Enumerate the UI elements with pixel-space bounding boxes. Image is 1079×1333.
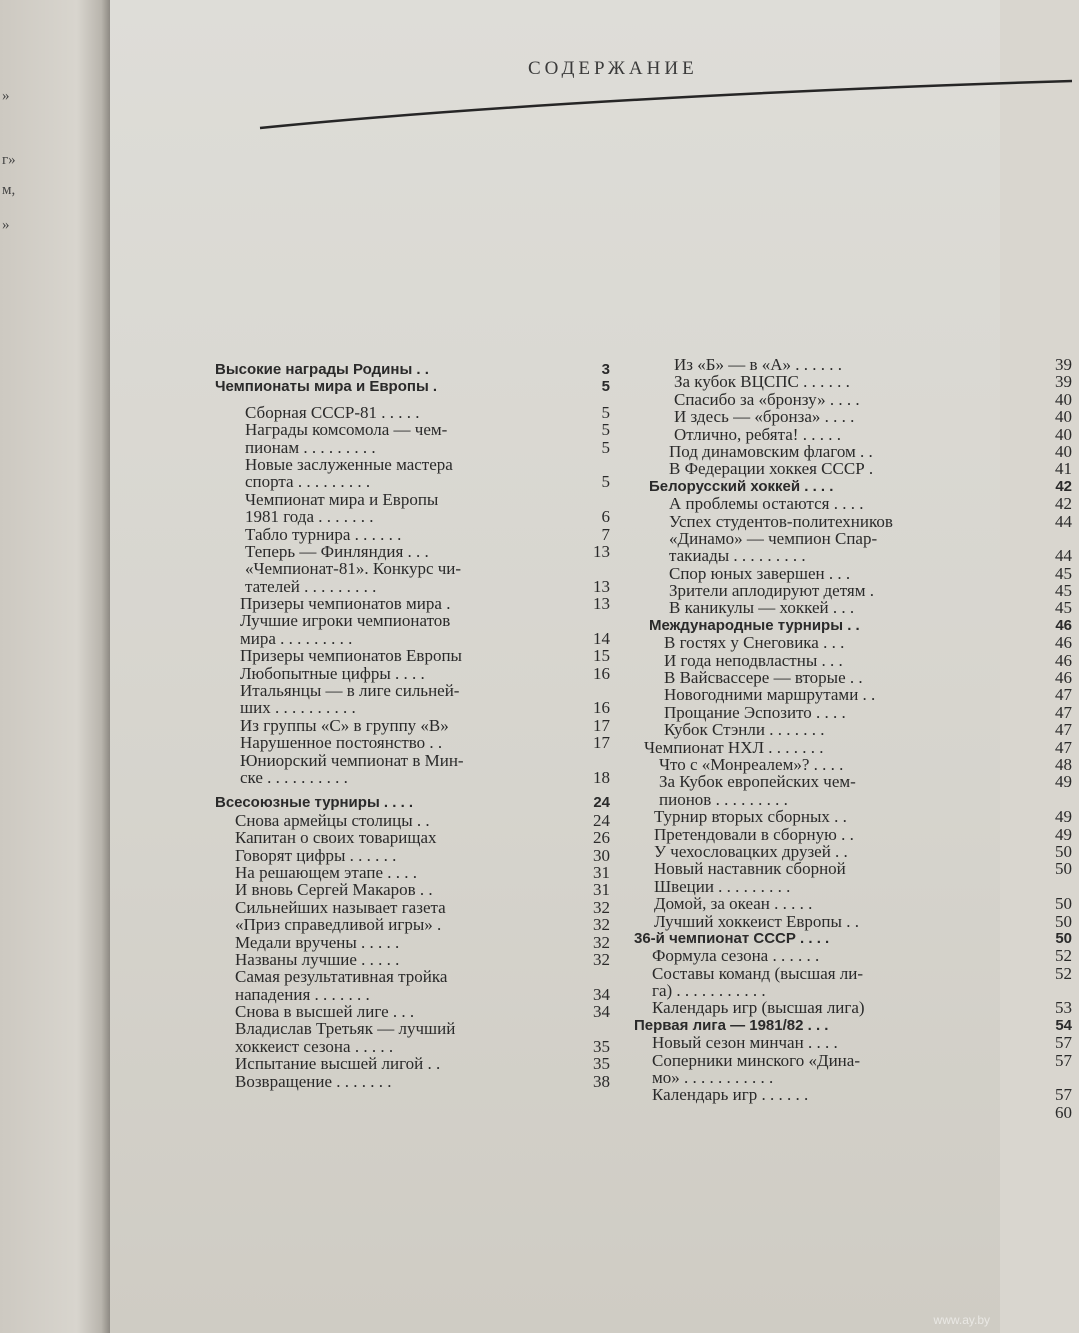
toc-entry	[215, 1020, 615, 1037]
toc-entry	[634, 426, 1079, 443]
toc-entry	[634, 356, 1079, 373]
toc-page-number: 31	[593, 880, 610, 900]
toc-entry	[634, 686, 1079, 703]
header-rule	[260, 76, 1072, 130]
toc-entry-title: Сильнейших называет газета	[235, 897, 446, 917]
toc-entry-title: Говорят цифры . . . . . .	[235, 845, 397, 865]
toc-entry-title: такиады . . . . . . . . .	[669, 546, 806, 566]
toc-entry-title: спорта . . . . . . . . .	[245, 472, 371, 492]
toc-entry	[215, 682, 615, 699]
toc-entry-title: пионов . . . . . . . . .	[659, 789, 788, 809]
toc-page-number: 46	[1055, 650, 1072, 670]
toc-entry-title: Возвращение . . . . . . .	[235, 1071, 392, 1091]
toc-entry	[634, 895, 1079, 912]
toc-page-number: 48	[1055, 754, 1072, 774]
toc-entry-title: Турнир вторых сборных . .	[654, 807, 847, 827]
toc-entry-title: Названы лучшие . . . . .	[235, 949, 400, 969]
toc-page-number: 32	[593, 932, 610, 952]
toc-entry	[215, 951, 615, 968]
toc-entry-title: Международные турниры . .	[649, 616, 860, 634]
toc-page-number: 50	[1055, 911, 1072, 931]
toc-entry-title: га) . . . . . . . . . . .	[652, 981, 766, 1001]
toc-entry-title: нападения . . . . . . .	[235, 984, 370, 1004]
toc-entry	[634, 1069, 1079, 1086]
toc-page-number: 13	[593, 541, 610, 561]
toc-page-number: 5	[601, 420, 610, 440]
toc-entry	[634, 408, 1079, 425]
toc-entry-title: тателей . . . . . . . . .	[245, 576, 377, 596]
toc-page-number: 3	[601, 361, 610, 378]
margin-fragment: м,	[2, 182, 16, 198]
toc-entry-title: На решающем этапе . . . .	[235, 862, 417, 882]
toc-entry-title: В каникулы — хоккей . . .	[669, 598, 855, 618]
toc-entry	[215, 421, 615, 438]
toc-page-number: 47	[1055, 685, 1072, 705]
toc-entry	[634, 443, 1079, 460]
toc-entry	[215, 986, 615, 1003]
toc-entry-title: Претендовали в сборную . .	[654, 824, 854, 844]
toc-entry	[215, 769, 615, 786]
toc-page-number: 13	[593, 576, 610, 596]
toc-entry	[215, 665, 615, 682]
toc-entry-title: Прощание Эспозито . . . .	[664, 702, 846, 722]
toc-page-number: 35	[593, 1054, 610, 1074]
toc-entry-title: Отлично, ребята! . . . . .	[674, 424, 841, 444]
toc-entry-title: мира . . . . . . . . .	[240, 628, 353, 648]
toc-entry	[634, 530, 1079, 547]
toc-page-number: 54	[1055, 1016, 1072, 1034]
toc-section-heading	[634, 478, 1079, 495]
toc-entry-title: Снова в высшей лиге . . .	[235, 1002, 415, 1022]
toc-entry-title: Лучшие игроки чемпионатов	[240, 611, 451, 631]
toc-entry-title: А проблемы остаются . . . .	[669, 494, 864, 514]
toc-entry	[215, 473, 615, 490]
toc-entry	[215, 491, 615, 508]
toc-entry	[634, 634, 1079, 651]
toc-entry	[634, 391, 1079, 408]
toc-entry	[634, 791, 1079, 808]
toc-entry-title: Лучший хоккеист Европы . .	[654, 911, 859, 931]
watermark: www.ay.by	[933, 1313, 990, 1327]
toc-entry-title: Календарь игр (высшая лига)	[652, 998, 865, 1018]
toc-entry	[634, 843, 1079, 860]
toc-section-heading	[215, 378, 615, 395]
toc-entry	[215, 439, 615, 456]
toc-entry-title: «Приз справедливой игры» .	[235, 915, 442, 935]
toc-entry	[634, 913, 1079, 930]
toc-entry-title: 36-й чемпионат СССР . . . .	[634, 929, 830, 947]
toc-page-number: 52	[1055, 946, 1072, 966]
toc-page-number: 5	[601, 472, 610, 492]
toc-entry	[634, 373, 1079, 390]
toc-entry-title: Высокие награды Родины . .	[215, 361, 429, 378]
toc-entry	[215, 630, 615, 647]
toc-entry	[215, 717, 615, 734]
toc-entry-title: Награды комсомола — чем-	[245, 420, 448, 440]
toc-page-number: 52	[1055, 963, 1072, 983]
toc-section-heading	[215, 361, 615, 378]
toc-page-number: 24	[593, 794, 610, 812]
toc-entry-title: В Федерации хоккея СССР .	[669, 459, 874, 479]
toc-entry-title: Кубок Стэнли . . . . . . .	[664, 720, 825, 740]
toc-entry	[215, 1003, 615, 1020]
toc-entry-title: За кубок ВЦСПС . . . . . .	[674, 372, 850, 392]
toc-page-number: 57	[1055, 1085, 1072, 1105]
toc-entry	[634, 1034, 1079, 1051]
toc-page-number: 60	[1055, 1102, 1072, 1122]
toc-entry-title: Новый наставник сборной	[654, 859, 846, 879]
toc-entry-title: Итальянцы — в лиге сильней-	[240, 681, 460, 701]
toc-entry-title: 1981 года . . . . . . .	[245, 507, 374, 527]
toc-page-number: 50	[1055, 929, 1072, 947]
toc-entry	[215, 612, 615, 629]
toc-entry-title: Новый сезон минчан . . . .	[652, 1033, 838, 1053]
toc-entry	[634, 1086, 1079, 1103]
toc-entry-title: Нарушенное постоянство . .	[240, 733, 443, 753]
toc-entry-title: Медали вручены . . . . .	[235, 932, 400, 952]
toc-page-number: 47	[1055, 702, 1072, 722]
previous-page-margin	[0, 0, 110, 1333]
toc-entry	[215, 899, 615, 916]
toc-entry-title: Призеры чемпионатов мира .	[240, 594, 451, 614]
toc-page-number: 40	[1055, 407, 1072, 427]
toc-entry	[634, 460, 1079, 477]
margin-fragment: »	[2, 217, 10, 233]
toc-entry-title: Из группы «С» в группу «В»	[240, 715, 449, 735]
toc-entry-title: Первая лига — 1981/82 . . .	[634, 1016, 829, 1034]
toc-page-number: 31	[593, 862, 610, 882]
toc-entry	[634, 652, 1079, 669]
toc-page-number: 32	[593, 915, 610, 935]
toc-entry-title: Составы команд (высшая ли-	[652, 963, 864, 983]
toc-entry-title: Любопытные цифры . . . .	[240, 663, 425, 683]
toc-page-number: 13	[593, 594, 610, 614]
toc-right-column	[634, 356, 1079, 1121]
toc-entry-title: Формула сезона . . . . . .	[652, 946, 820, 966]
toc-entry	[634, 860, 1079, 877]
toc-page-number: 35	[593, 1036, 610, 1056]
toc-entry	[215, 1038, 615, 1055]
toc-entry-title: Табло турнира . . . . . .	[245, 524, 402, 544]
toc-page-number: 57	[1055, 1033, 1072, 1053]
contents-page	[110, 0, 1072, 1333]
toc-section-heading	[634, 1017, 1079, 1034]
toc-entry	[215, 543, 615, 560]
toc-page-number: 40	[1055, 424, 1072, 444]
toc-entry-title: мо» . . . . . . . . . . .	[652, 1068, 774, 1088]
toc-entry	[634, 756, 1079, 773]
toc-page-number: 42	[1055, 494, 1072, 514]
toc-page-number: 49	[1055, 824, 1072, 844]
toc-page-number: 50	[1055, 841, 1072, 861]
toc-entry	[215, 786, 615, 794]
toc-page-number: 44	[1055, 511, 1072, 531]
margin-fragment: г»	[2, 152, 16, 168]
toc-section-heading	[634, 617, 1079, 634]
toc-entry-title: Юниорский чемпионат в Мин-	[240, 750, 464, 770]
toc-entry-title: У чехословацких друзей . .	[654, 841, 848, 861]
toc-entry-title: В гостях у Снеговика . . .	[664, 633, 845, 653]
toc-page-number: 38	[593, 1071, 610, 1091]
toc-entry	[634, 599, 1079, 616]
toc-page-number: 5	[601, 402, 610, 422]
toc-entry	[215, 647, 615, 664]
toc-entry	[215, 508, 615, 525]
toc-page-number: 30	[593, 845, 610, 865]
toc-page-number: 7	[601, 524, 610, 544]
toc-entry	[634, 547, 1079, 564]
toc-entry	[215, 560, 615, 577]
toc-entry	[634, 582, 1079, 599]
toc-entry	[634, 513, 1079, 530]
toc-entry	[215, 456, 615, 473]
toc-entry	[215, 864, 615, 881]
toc-page-number: 14	[593, 628, 610, 648]
toc-entry	[634, 947, 1079, 964]
toc-entry-title: И вновь Сергей Макаров . .	[235, 880, 433, 900]
toc-entry	[215, 752, 615, 769]
margin-fragment: »	[2, 88, 10, 104]
toc-page-number: 50	[1055, 859, 1072, 879]
toc-entry-title: Под динамовским флагом . .	[669, 441, 873, 461]
toc-left-column	[215, 361, 615, 1090]
toc-entry	[215, 595, 615, 612]
toc-entry-title: Новогодними маршрутами . .	[664, 685, 876, 705]
toc-entry	[215, 881, 615, 898]
toc-page-number: 46	[1055, 616, 1072, 634]
toc-entry-title: Что с «Монреалем»? . . . .	[659, 754, 844, 774]
toc-entry	[215, 404, 615, 421]
toc-page-number: 46	[1055, 668, 1072, 688]
toc-entry	[634, 965, 1079, 982]
toc-entry	[634, 704, 1079, 721]
toc-entry	[634, 565, 1079, 582]
toc-page-number: 32	[593, 949, 610, 969]
toc-page-number: 39	[1055, 355, 1072, 374]
toc-entry-title: Чемпионат НХЛ . . . . . . .	[644, 737, 824, 757]
toc-entry	[634, 999, 1079, 1016]
toc-entry	[215, 578, 615, 595]
toc-section-heading	[634, 930, 1079, 947]
toc-entry	[215, 812, 615, 829]
toc-page-number: 53	[1055, 998, 1072, 1018]
toc-page-number: 6	[601, 507, 610, 527]
toc-page-number: 44	[1055, 546, 1072, 566]
toc-entry	[634, 826, 1079, 843]
toc-entry	[215, 526, 615, 543]
toc-page-number: 41	[1055, 459, 1072, 479]
toc-page-number: 17	[593, 733, 610, 753]
toc-entry	[634, 721, 1079, 738]
toc-entry-title: Всесоюзные турниры . . . .	[215, 794, 414, 812]
toc-entry-title: Капитан о своих товарищах	[235, 828, 437, 848]
toc-page-number: 5	[601, 378, 610, 396]
toc-entry	[215, 699, 615, 716]
toc-page-number: 42	[1055, 477, 1072, 495]
toc-page-number: 57	[1055, 1050, 1072, 1070]
page-title: СОДЕРЖАНИЕ	[528, 58, 698, 79]
toc-entry	[634, 739, 1079, 756]
toc-section-heading	[215, 794, 615, 811]
toc-entry-title: Чемпионат мира и Европы	[245, 489, 439, 509]
toc-entry	[215, 829, 615, 846]
toc-page-number: 45	[1055, 598, 1072, 618]
toc-page-number: 39	[1055, 372, 1072, 392]
toc-entry	[215, 934, 615, 951]
toc-page-number: 16	[593, 663, 610, 683]
toc-entry-title: Снова армейцы столицы . .	[235, 810, 430, 830]
toc-page-number: 5	[601, 437, 610, 457]
toc-entry-title: Соперники минского «Дина-	[652, 1050, 860, 1070]
toc-entry	[634, 669, 1079, 686]
toc-entry-title: Белорусский хоккей . . . .	[649, 477, 834, 495]
toc-entry-title: Теперь — Финляндия . . .	[245, 541, 429, 561]
toc-entry-title: Швеции . . . . . . . . .	[654, 876, 791, 896]
toc-entry	[215, 1055, 615, 1072]
toc-entry-title: За Кубок европейских чем-	[659, 772, 856, 792]
toc-page-number: 26	[593, 828, 610, 848]
toc-page-number: 45	[1055, 563, 1072, 583]
toc-page-number: 32	[593, 897, 610, 917]
toc-entry-title: ске . . . . . . . . . .	[240, 767, 348, 787]
toc-entry-title: пионам . . . . . . . . .	[245, 437, 376, 457]
toc-entry	[634, 878, 1079, 895]
toc-entry-title: Испытание высшей лигой . .	[235, 1054, 441, 1074]
toc-entry-title: Из «Б» — в «А» . . . . . .	[674, 355, 843, 374]
toc-page-number: 50	[1055, 894, 1072, 914]
toc-page-number: 49	[1055, 807, 1072, 827]
toc-entry-title: Чемпионаты мира и Европы .	[215, 378, 438, 396]
toc-entry	[634, 495, 1079, 512]
toc-entry-title: И здесь — «бронза» . . . .	[674, 407, 855, 427]
toc-entry-title: Новые заслуженные мастера	[245, 454, 453, 474]
toc-page-number: 34	[593, 1002, 610, 1022]
toc-entry-title: И года неподвластны . . .	[664, 650, 843, 670]
toc-entry	[634, 808, 1079, 825]
toc-entry-title: хоккеист сезона . . . . .	[235, 1036, 394, 1056]
toc-entry	[215, 847, 615, 864]
toc-page-number: 34	[593, 984, 610, 1004]
toc-entry	[215, 1073, 615, 1090]
toc-entry	[634, 982, 1079, 999]
toc-entry-title: Спор юных завершен . . .	[669, 563, 851, 583]
toc-entry	[634, 1052, 1079, 1069]
toc-entry-title: «Динамо» — чемпион Спар-	[669, 528, 878, 548]
toc-entry	[215, 734, 615, 751]
toc-page-number: 17	[593, 715, 610, 735]
toc-entry-title: Домой, за океан . . . . .	[654, 894, 813, 914]
toc-page-number: 47	[1055, 720, 1072, 740]
toc-page-number: 49	[1055, 772, 1072, 792]
toc-entry-title: Спасибо за «бронзу» . . . .	[674, 389, 860, 409]
toc-entry-title: Календарь игр . . . . . .	[652, 1085, 809, 1105]
toc-entry-title: Владислав Третьяк — лучший	[235, 1019, 456, 1039]
toc-page-number: 15	[593, 646, 610, 666]
toc-page-number: 46	[1055, 633, 1072, 653]
toc-entry-title: «Чемпионат-81». Конкурс чи-	[245, 559, 462, 579]
toc-page-number: 40	[1055, 441, 1072, 461]
toc-page-number: 40	[1055, 389, 1072, 409]
toc-entry	[215, 916, 615, 933]
toc-entry	[634, 1104, 1079, 1121]
toc-page-number: 16	[593, 698, 610, 718]
toc-page-number: 18	[593, 767, 610, 787]
toc-entry	[634, 773, 1079, 790]
toc-entry-title: В Вайсвассере — вторые . .	[664, 668, 863, 688]
toc-entry-title: Самая результативная тройка	[235, 967, 448, 987]
toc-entry-title: Успех студентов-политехников	[669, 511, 893, 531]
toc-page-number: 47	[1055, 737, 1072, 757]
toc-page-number: 45	[1055, 581, 1072, 601]
toc-entry-title: Зрители аплодируют детям .	[669, 581, 874, 601]
toc-page-number: 24	[593, 810, 610, 830]
toc-entry	[215, 968, 615, 985]
toc-entry-title: Призеры чемпионатов Европы	[240, 646, 462, 666]
toc-entry-title: Сборная СССР-81 . . . . .	[245, 402, 420, 422]
toc-entry-title: ших . . . . . . . . . .	[240, 698, 356, 718]
